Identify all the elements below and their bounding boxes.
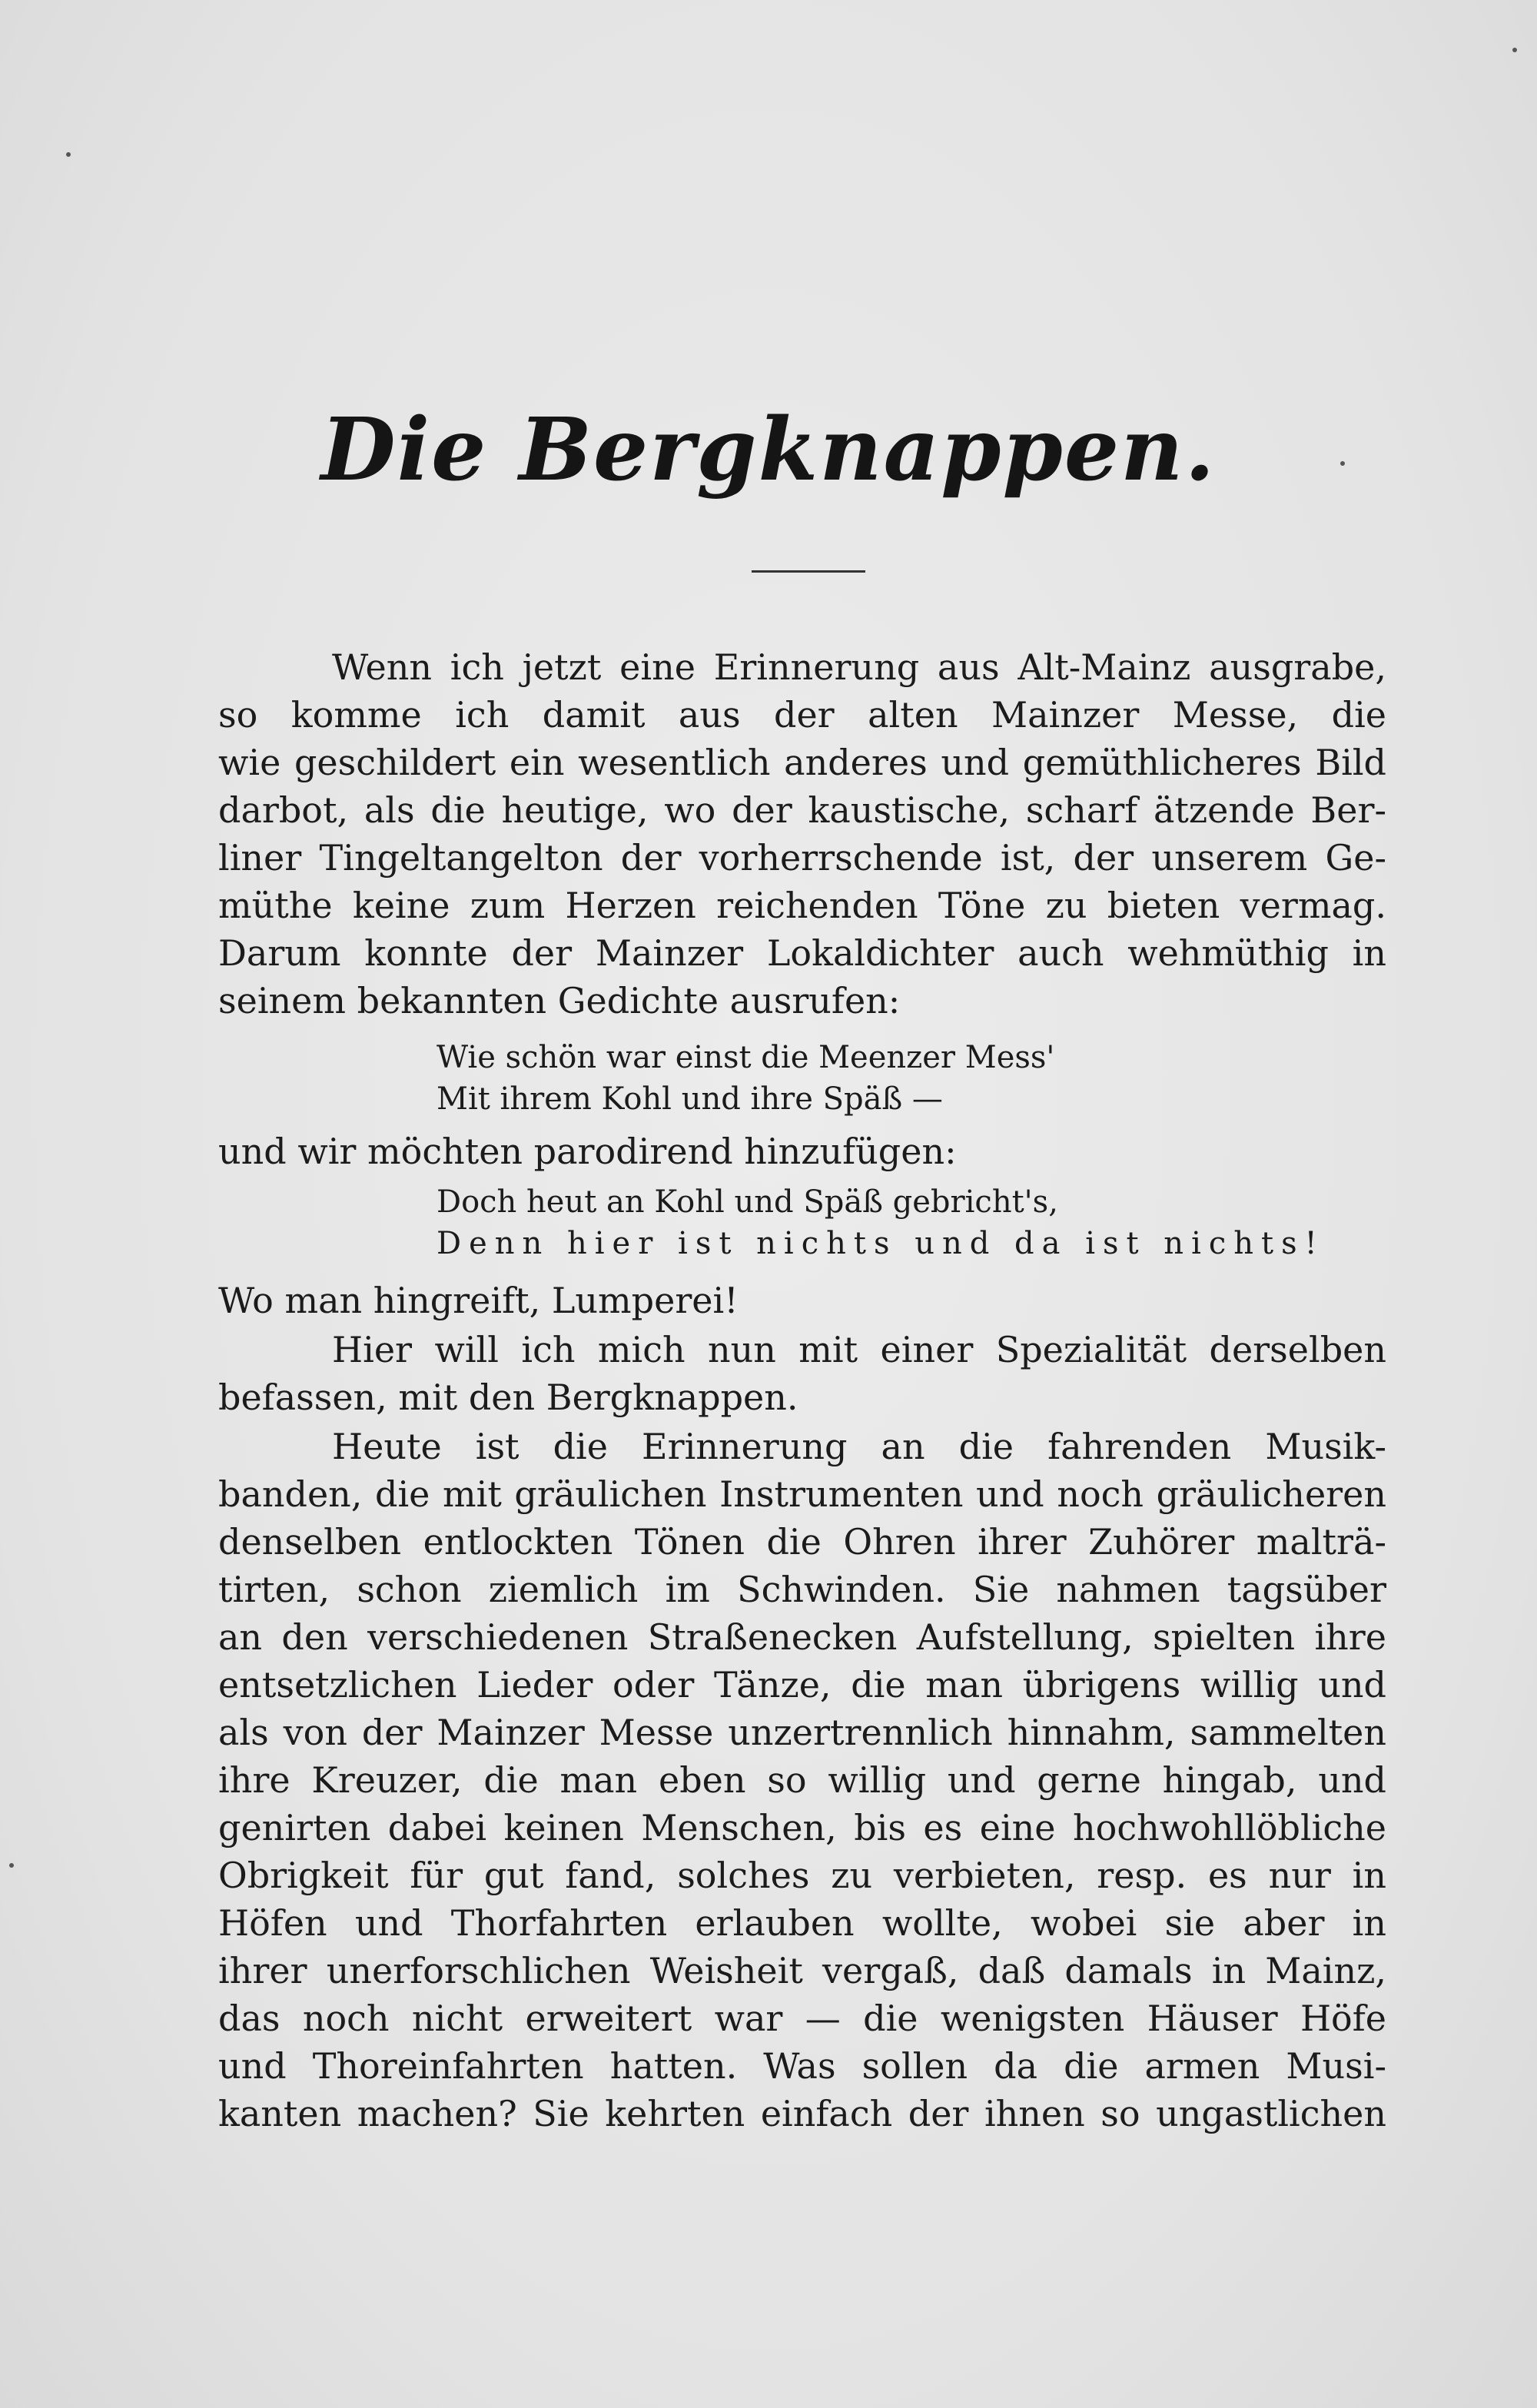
paper-speck — [9, 1863, 14, 1868]
text-line: darbot, als die heutige, wo der kaustische, scharf ätzende Ber- — [218, 789, 1386, 831]
paper-speck — [1340, 461, 1345, 466]
text-line: Heute ist die Erinnerung an die fahrenden Musik- — [332, 1426, 1386, 1467]
text-line: als von der Mainzer Messe unzertrennlich hinnahm, sammelten — [218, 1712, 1386, 1753]
text-line: ihrer unerforschlichen Weisheit vergaß, daß damals in Mainz, — [218, 1950, 1386, 1991]
text-line: an den verschiedenen Straßenecken Aufstellung, spielten ihre — [218, 1616, 1386, 1658]
paper-speck — [66, 152, 71, 157]
paper-speck — [1512, 48, 1517, 52]
text-line: entsetzlichen Lieder oder Tänze, die man übrigens willig und — [218, 1664, 1386, 1706]
title-divider — [752, 570, 865, 573]
chapter-title: Die Bergknappen. — [320, 400, 1217, 500]
text-line: banden, die mit gräulichen Instrumenten und noch gräulicheren — [218, 1473, 1386, 1515]
text-line: ihre Kreuzer, die man eben so willig und gerne hingab, und — [218, 1759, 1386, 1801]
verse-line: Mit ihrem Kohl und ihre Späß — — [437, 1081, 943, 1117]
text-line: Darum konnte der Mainzer Lokaldichter auch wehmüthig in — [218, 932, 1386, 974]
text-line: Hier will ich mich nun mit einer Spezialität derselben — [332, 1329, 1386, 1370]
text-line: kanten machen? Sie kehrten einfach der ihnen so ungastlichen — [218, 2093, 1386, 2134]
verse-line: Doch heut an Kohl und Späß gebricht's, — [437, 1184, 1058, 1220]
text-line: Wo man hingreift, Lumperei! — [218, 1280, 739, 1321]
text-line: Obrigkeit für gut fand, solches zu verbieten, resp. es nur in — [218, 1855, 1386, 1896]
text-line: wie geschildert ein wesentlich anderes und gemüthlicheres Bild — [218, 742, 1386, 783]
text-line: so komme ich damit aus der alten Mainzer Messe, die — [218, 694, 1386, 736]
text-line: denselben entlockten Tönen die Ohren ihrer Zuhörer malträ- — [218, 1521, 1386, 1563]
text-line: das noch nicht erweitert war — die wenigsten Häuser Höfe — [218, 1998, 1386, 2039]
verse-line: Denn hier ist nichts und da ist nichts! — [437, 1226, 1325, 1261]
text-line: genirten dabei keinen Menschen, bis es eine hochwohllöbliche — [218, 1807, 1386, 1848]
verse-line: Wie schön war einst die Meenzer Mess' — [437, 1040, 1055, 1075]
text-line: Höfen und Thorfahrten erlauben wollte, wobei sie aber in — [218, 1902, 1386, 1944]
text-line: tirten, schon ziemlich im Schwinden. Sie nahmen tagsüber — [218, 1569, 1386, 1610]
text-line: seinem bekannten Gedichte ausrufen: — [218, 980, 901, 1021]
text-line: liner Tingeltangelton der vorherrschende ist, der unserem Ge- — [218, 837, 1386, 879]
text-line: und Thoreinfahrten hatten. Was sollen da die armen Musi- — [218, 2045, 1386, 2087]
text-line: müthe keine zum Herzen reichenden Töne zu bieten vermag. — [218, 885, 1386, 926]
text-line: und wir möchten parodirend hinzufügen: — [218, 1131, 957, 1172]
text-line: befassen, mit den Bergknappen. — [218, 1377, 798, 1418]
text-line: Wenn ich jetzt eine Erinnerung aus Alt-Mainz ausgrabe, — [332, 646, 1386, 688]
